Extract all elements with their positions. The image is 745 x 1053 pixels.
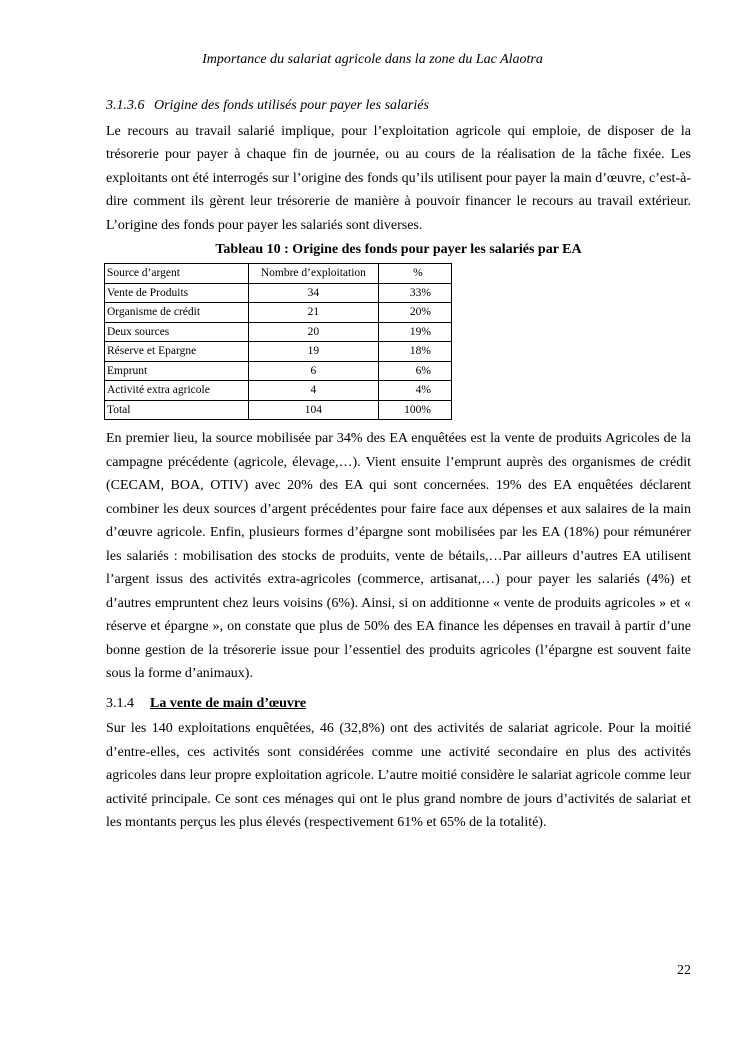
section-heading-3-1-3-6: [106, 94, 691, 118]
table-cell: Total: [105, 400, 249, 420]
table-cell: 19%: [378, 322, 451, 342]
table-cell: Deux sources: [105, 322, 249, 342]
table-cell: 4%: [378, 381, 451, 401]
table-row: [105, 303, 452, 323]
analysis-paragraph: En premier lieu, la source mobilisée par 34% des EA enquêtées est la vente de produits Agricoles de la campagne précédente (agricole, élevage,…). Vient ensuite l’emprunt auprès des organismes de crédit (CECAM, BOA, OTIV) avec 20% des EA qui sont concernées. 19% des EA enquêtées déclarent combiner les deux sources d’argent précédentes pour faire face aux dépenses et aux salaires de la main d’œuvre agricole. Enfin, plusieurs formes d’épargne sont mobilisées par les EA (18%) pour rémunérer les salariés : mobilisation des stocks de produits, vente de bétails,…Par ailleurs d’autres EA utilisent l’argent issus des activités extra-agricoles (commerce, artisanat,…) pour payer les salariés (4%) et d’autres empruntent chez leurs voisins (6%). Ainsi, si on additionne « vente de produits agricoles » et « réserve et épargne », on constate que plus de 50% des EA finance les dépenses en travail à partir d’une bonne gestion de la trésorerie issue pour l’essentiel des produits agricoles (l’épargne est souvent faite sous la forme d’animaux).: [106, 431, 691, 681]
intro-paragraph: Le recours au travail salarié implique, pour l’exploitation agricole qui emploie, de disposer de la trésorerie pour payer à chaque fin de journée, ou au cours de la réalisation de la tâche fixée. Les exploitants ont été interrogés sur l’origine des fonds qu’ils utilisent pour payer la main d’œuvre, c’est-à-dire comment ils gèrent leur trésorerie de manière à pouvoir financer le recours au travail extérieur. L’origine des fonds pour payer les salariés sont diverses.: [106, 123, 691, 233]
table-cell: 100%: [378, 400, 451, 420]
table-header-cell: Nombre d’exploitation: [248, 264, 378, 284]
table-row: [105, 342, 452, 362]
table-cell: 6%: [378, 361, 451, 381]
page-number: 22: [677, 963, 691, 978]
labour-sale-paragraph: Sur les 140 exploitations enquêtées, 46 (32,8%) ont des activités de salariat agricole. Pour la moitié d’entre-elles, ces activités sont considérées comme une activité secondaire en plus des activités agricoles dans leur propre exploitation agricole. L’autre moitié considère le salariat agricole comme leur activité principale. Ce sont ces ménages qui ont le plus grand nombre de jours d’activités de salariat et les montants perçus les plus élevés (respectivement 61% et 65% de la totalité).: [106, 721, 691, 830]
table-caption: Tableau 10 : Origine des fonds pour payer les salariés par EA: [215, 242, 582, 257]
table-cell: 34: [248, 283, 378, 303]
table-cell: 19: [248, 342, 378, 362]
table-cell: 104: [248, 400, 378, 420]
table-header-row: [105, 264, 452, 284]
table-cell: Organisme de crédit: [105, 303, 249, 323]
table-cell: 6: [248, 361, 378, 381]
table-total-row: [105, 400, 452, 420]
funds-origin-table: [104, 263, 452, 420]
section-title: Origine des fonds utilisés pour payer les salariés: [154, 98, 429, 113]
page-content: [106, 94, 691, 835]
table-cell: 20: [248, 322, 378, 342]
table-header-cell: %: [378, 264, 451, 284]
table-cell: Emprunt: [105, 361, 249, 381]
table-row: [105, 361, 452, 381]
table-cell: 4: [248, 381, 378, 401]
table-row: [105, 322, 452, 342]
table-row: [105, 283, 452, 303]
running-header: Importance du salariat agricole dans la zone du Lac Alaotra: [202, 52, 543, 67]
table-cell: 20%: [378, 303, 451, 323]
table-cell: 33%: [378, 283, 451, 303]
table-cell: Réserve et Epargne: [105, 342, 249, 362]
section-number: 3.1.4: [106, 695, 134, 711]
section-title: La vente de main d’œuvre: [150, 695, 307, 711]
table-cell: Activité extra agricole: [105, 381, 249, 401]
table-row: [105, 381, 452, 401]
table-cell: 18%: [378, 342, 451, 362]
table-cell: Vente de Produits: [105, 283, 249, 303]
section-heading-3-1-4: [106, 692, 691, 716]
table-header-cell: Source d’argent: [105, 264, 249, 284]
table-cell: 21: [248, 303, 378, 323]
section-number: 3.1.3.6: [106, 98, 145, 113]
